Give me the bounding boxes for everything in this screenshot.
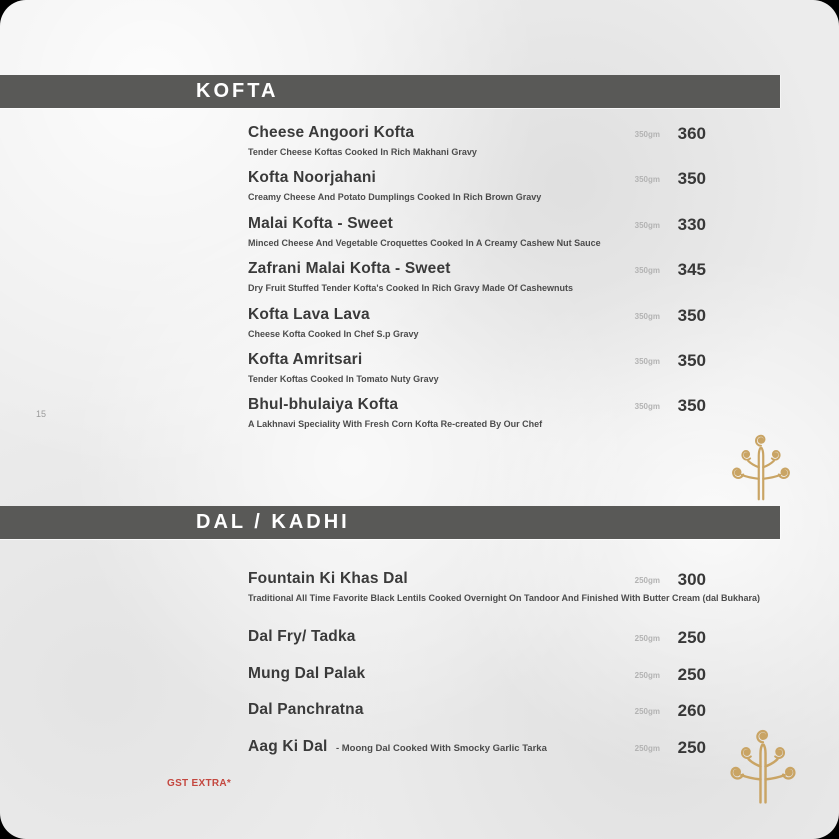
item-price: 260 — [677, 701, 706, 721]
section-title: KOFTA — [196, 80, 279, 102]
item-name: Aag Ki Dal — [248, 737, 328, 755]
item-description: Tender Cheese Koftas Cooked In Rich Makhani Gravy — [248, 147, 477, 157]
item-weight: 250gm — [634, 743, 660, 753]
item-description: Creamy Cheese And Potato Dumplings Cooked In Rich Brown Gravy — [248, 192, 542, 203]
item-name: Bhul-bhulaiya Kofta — [248, 396, 399, 414]
item-weight: 350gm — [634, 356, 660, 366]
item-price: 350 — [677, 396, 706, 416]
item-price: 360 — [677, 124, 706, 143]
menu-item — [248, 306, 706, 351]
menu-item — [248, 701, 706, 738]
item-weight: 350gm — [634, 175, 660, 185]
item-price: 330 — [677, 214, 706, 234]
menu-item — [248, 738, 706, 775]
item-name: Zafrani Malai Kofta - Sweet — [248, 260, 451, 278]
item-price: 350 — [677, 350, 706, 370]
item-weight: 250gm — [634, 707, 660, 717]
page-number: 15 — [36, 409, 47, 419]
section-header-dal-kadhi — [0, 506, 780, 539]
item-price: 350 — [677, 169, 706, 189]
menu-item — [248, 215, 706, 260]
fountain-tree-ornament-icon — [727, 724, 799, 806]
item-description: A Lakhnavi Speciality With Fresh Corn Kofta Re-created By Our Chef — [248, 419, 543, 430]
fountain-tree-ornament-icon — [729, 429, 793, 503]
item-price: 250 — [677, 664, 706, 684]
item-weight: 350gm — [634, 220, 660, 230]
item-weight: 350gm — [634, 130, 660, 139]
item-weight: 350gm — [634, 266, 660, 276]
section-header-kofta — [0, 75, 780, 108]
item-name: Dal Fry/ Tadka — [248, 628, 356, 645]
item-price: 250 — [677, 628, 706, 647]
item-name: Kofta Amritsari — [248, 350, 363, 368]
item-name: Fountain Ki Khas Dal — [248, 570, 408, 587]
item-weight: 350gm — [634, 402, 660, 412]
item-price: 250 — [677, 737, 706, 757]
section-title: DAL / KADHI — [196, 511, 350, 533]
menu-item — [248, 260, 706, 305]
item-description: Traditional All Time Favorite Black Lentils Cooked Overnight On Tandoor And Finished With Butter Cream (dal Bukhara) — [248, 593, 760, 603]
item-description: Minced Cheese And Vegetable Croquettes Cooked In A Creamy Cashew Nut Sauce — [248, 237, 601, 248]
item-weight: 250gm — [634, 576, 660, 585]
menu-item — [248, 628, 706, 665]
menu-item — [248, 665, 706, 702]
item-price: 345 — [677, 260, 706, 280]
dal-item-list — [248, 570, 760, 774]
item-name: Dal Panchratna — [248, 701, 364, 719]
menu-item — [248, 351, 706, 396]
item-name: Kofta Lava Lava — [248, 305, 370, 323]
item-price: 350 — [677, 305, 706, 325]
item-description: Cheese Kofta Cooked In Chef S.p Gravy — [248, 328, 419, 339]
item-name: Kofta Noorjahani — [248, 169, 377, 187]
menu-item — [248, 396, 706, 441]
item-description: Tender Koftas Cooked In Tomato Nuty Gravy — [248, 373, 439, 384]
kofta-item-list — [248, 124, 706, 442]
item-name: Cheese Angoori Kofta — [248, 124, 415, 141]
menu-item — [248, 169, 706, 214]
item-price: 300 — [677, 570, 706, 589]
item-name: Mung Dal Palak — [248, 664, 366, 682]
item-inline-description: - Moong Dal Cooked With Smocky Garlic Tarka — [335, 742, 547, 754]
item-description: Dry Fruit Stuffed Tender Kofta's Cooked In Rich Gravy Made Of Cashewnuts — [248, 283, 574, 294]
item-weight: 250gm — [634, 670, 660, 680]
menu-item — [248, 570, 760, 628]
gst-extra-note: GST EXTRA* — [167, 778, 232, 789]
item-weight: 250gm — [634, 634, 660, 643]
menu-item — [248, 124, 706, 169]
item-weight: 350gm — [634, 311, 660, 321]
item-name: Malai Kofta - Sweet — [248, 214, 394, 232]
